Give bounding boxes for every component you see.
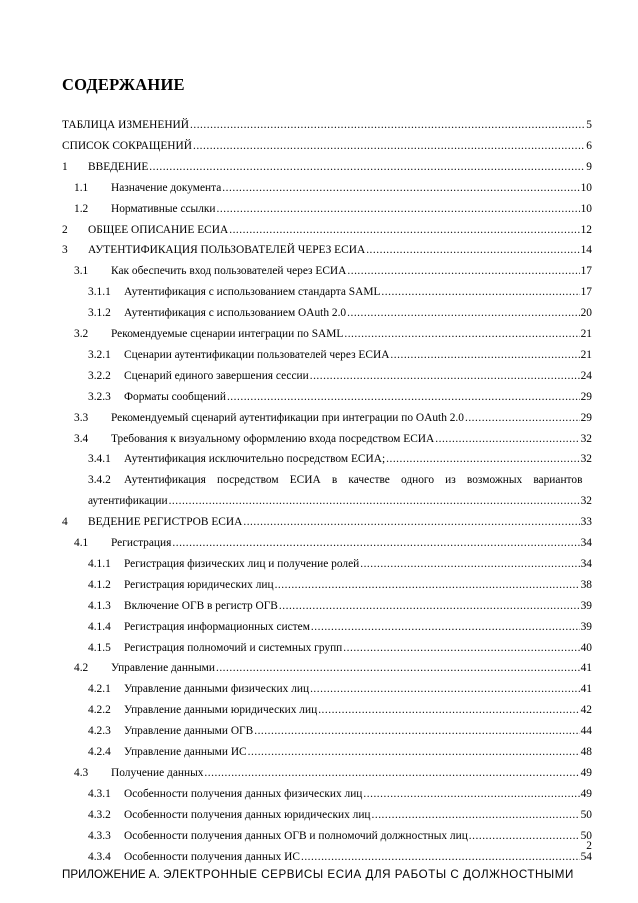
toc-entry-title: ОБЩЕЕ ОПИСАНИЕ ЕСИА: [88, 223, 229, 236]
toc-entry-number: 3.3: [74, 411, 89, 424]
toc-entry-page: 50: [580, 808, 592, 821]
dot-leader: [318, 703, 579, 718]
dot-leader: [193, 139, 585, 154]
toc-entry-page: 54: [580, 850, 592, 863]
toc-entry-page: 17: [580, 265, 592, 278]
dot-leader: [386, 452, 579, 467]
toc-entry-page: 38: [580, 578, 592, 591]
toc-entry[interactable]: [74, 411, 592, 426]
dot-leader: [254, 724, 579, 739]
toc-entry-title: Управление данными: [111, 662, 215, 675]
dot-leader: [435, 432, 579, 447]
dot-leader: [301, 850, 580, 865]
toc-entry-page: 41: [580, 662, 592, 675]
toc-entry[interactable]: [62, 243, 592, 258]
dot-leader: [227, 390, 580, 405]
dot-leader: [390, 348, 579, 363]
dot-leader: [229, 223, 579, 238]
toc-entry-number: 4.1.1: [88, 557, 111, 570]
toc-entry-number: 4.2.2: [88, 704, 111, 717]
toc-entry[interactable]: [88, 578, 592, 593]
appendix-title: ЭЛЕКТРОННЫЕ СЕРВИСЫ ЕСИА ДЛЯ РАБОТЫ С ДОЛЖНОСТНЫМИ: [163, 868, 574, 882]
toc-entry-page: 32: [580, 453, 592, 466]
toc-entry[interactable]: [74, 432, 592, 447]
toc-entry[interactable]: [62, 515, 592, 530]
dot-leader: [243, 515, 579, 530]
dot-leader: [216, 661, 580, 676]
toc-entry-multiline[interactable]: [88, 473, 592, 488]
toc-entry-title: АУТЕНТИФИКАЦИЯ ПОЛЬЗОВАТЕЛЕЙ ЧЕРЕЗ ЕСИА: [88, 244, 366, 257]
toc-entry-title: Управление данными юридических лиц: [124, 704, 318, 717]
dot-leader: [172, 536, 579, 551]
toc-entry-page: 34: [580, 537, 592, 549]
toc-entry-title: Управление данными ИС: [124, 746, 247, 758]
toc-entry[interactable]: [88, 390, 592, 405]
toc-entry-number: 4.1.2: [88, 578, 111, 591]
toc-entry-title: Аутентификация с использованием стандарта SAML: [124, 286, 381, 299]
toc-entry-page: 29: [580, 390, 592, 403]
dot-leader: [311, 620, 580, 635]
toc-entry-title-line1: Аутентификация посредством ЕСИА в качестве одного из возможных вариантов: [124, 474, 583, 487]
toc-entry-title: Регистрация физических лиц и получение ролей: [124, 557, 360, 570]
toc-entry-page: 5: [586, 119, 592, 131]
toc-entry[interactable]: [74, 264, 592, 279]
toc-entry-page: 10: [580, 181, 592, 194]
toc-entry-number: 3.2.2: [88, 369, 111, 382]
toc-entry-number: 4.3: [74, 766, 89, 779]
toc-entry-number: 4.2: [74, 662, 89, 675]
toc-entry-title: Аутентификация с использованием OAuth 2.0: [124, 307, 347, 320]
toc-entry-number: 2: [62, 223, 68, 236]
toc-entry[interactable]: [74, 766, 592, 781]
toc-entry-number: 1.2: [74, 202, 89, 215]
toc-entry-number: 3.1: [74, 265, 89, 278]
toc-appendix-entry[interactable]: [62, 867, 592, 882]
toc-entry-number: 3.2: [74, 328, 89, 340]
toc-entry[interactable]: [88, 620, 592, 635]
toc-entry-number: 4.3.4: [88, 850, 111, 863]
dot-leader: [343, 641, 579, 656]
dot-leader: [344, 327, 579, 342]
toc-entry-number: 1.1: [74, 181, 89, 194]
toc-entry-title: Регистрация информационных систем: [124, 620, 310, 633]
dot-leader: [366, 243, 579, 258]
dot-leader: [149, 160, 585, 175]
toc-entry-title: Особенности получения данных юридических лиц: [124, 808, 371, 821]
toc-entry-page: 20: [580, 307, 592, 320]
toc-entry-page: 41: [580, 683, 592, 696]
toc-entry-number: 3.2.3: [88, 390, 111, 403]
toc-entry-page: 12: [580, 223, 592, 236]
appendix-prefix: ПРИЛОЖЕНИЕ А.: [62, 868, 160, 882]
toc-entry-number: 4.1: [74, 537, 89, 549]
toc-entry-title: Сценарии аутентификации пользователей через ЕСИА: [124, 348, 390, 361]
toc-entry[interactable]: [74, 202, 592, 217]
toc-entry-title: Регистрация полномочий и системных групп: [124, 641, 343, 654]
toc-entry[interactable]: [88, 285, 592, 300]
toc-entry-number: 4.1.3: [88, 599, 111, 612]
dot-leader: [310, 682, 580, 697]
toc-entry[interactable]: [88, 703, 592, 718]
toc-entry[interactable]: [62, 139, 592, 154]
toc-entry-page: 10: [580, 202, 592, 215]
toc-entry-page: 32: [580, 432, 592, 445]
toc-entry-page: 14: [580, 244, 592, 257]
toc-entry-number: 3.1.2: [88, 307, 111, 320]
toc-entry[interactable]: [62, 160, 592, 175]
toc-entry[interactable]: [88, 599, 592, 614]
toc-entry-title: Особенности получения данных физических лиц: [124, 787, 363, 800]
toc-entry[interactable]: [88, 369, 592, 384]
toc-entry-title: Управление данными ОГВ: [124, 725, 254, 738]
toc-entry-page: 39: [580, 620, 592, 633]
toc-entry-title: Нормативные ссылки: [111, 202, 216, 215]
toc-entry-title: СПИСОК СОКРАЩЕНИЙ: [62, 139, 192, 152]
dot-leader: [347, 264, 579, 279]
toc-entry-number: 4.3.2: [88, 808, 111, 821]
toc-entry-title: Рекомендуемый сценарий аутентификации при интеграции по OAuth 2.0: [111, 411, 464, 424]
toc-entry-page: 50: [580, 829, 592, 842]
toc-entry-number: 1: [62, 160, 68, 173]
dot-leader: [204, 766, 579, 781]
toc-entry-title: Регистрация юридических лиц: [124, 578, 274, 591]
toc-entry[interactable]: [88, 829, 592, 844]
toc-entry[interactable]: [88, 641, 592, 656]
toc-entry-page: 21: [580, 328, 592, 340]
toc-entry-page: 9: [586, 160, 592, 173]
toc-entry-number: 4.1.5: [88, 641, 111, 654]
toc-entry-number: 4: [62, 516, 68, 529]
toc-entry-page: 29: [580, 411, 592, 424]
toc-entry-title: Сценарий единого завершения сессии: [124, 369, 309, 382]
dot-leader: [347, 306, 579, 321]
toc-entry-number: 3: [62, 244, 68, 257]
toc-entry-title: Управление данными физических лиц: [124, 683, 310, 696]
toc-entry-title: Требования к визуальному оформлению входа посредством ЕСИА: [111, 432, 435, 445]
toc-entry[interactable]: [88, 557, 592, 572]
toc-entry-number: 3.4.2: [88, 474, 111, 487]
toc-entry-title: Назначение документа: [111, 181, 222, 194]
toc-entry-title: Рекомендуемые сценарии интеграции по SAML: [111, 328, 344, 340]
toc-entry-number: 4.2.1: [88, 683, 111, 696]
toc-entry-number: 3.2.1: [88, 348, 111, 361]
toc-entry-title: Особенности получения данных ОГВ и полномочий должностных лиц: [124, 829, 468, 842]
toc-entry-title: ВЕДЕНИЕ РЕГИСТРОВ ЕСИА: [88, 516, 243, 529]
toc-entry-number: 3.1.1: [88, 286, 111, 299]
toc-entry-title: ВВЕДЕНИЕ: [88, 160, 149, 173]
toc-entry-page: 49: [580, 766, 592, 779]
toc-entry[interactable]: [62, 223, 592, 238]
toc-entry-page: 33: [580, 516, 592, 529]
toc-entry-title: Получение данных: [111, 766, 204, 779]
toc-entry[interactable]: [74, 327, 592, 342]
toc-entry-page: 21: [580, 348, 592, 361]
toc-entry[interactable]: [88, 808, 592, 823]
toc-entry-page: 42: [580, 704, 592, 717]
toc-entry[interactable]: [88, 348, 592, 363]
toc-entry-title: Аутентификация исключительно посредством ЕСИА;: [124, 453, 386, 466]
toc-entry-page: 44: [580, 725, 592, 738]
toc-entry-title-line2: аутентификации: [88, 495, 168, 508]
toc-entry[interactable]: [88, 452, 592, 467]
toc-entry-title: Регистрация: [111, 537, 172, 549]
toc-entry-title: Как обеспечить вход пользователей через ЕСИА: [111, 265, 347, 278]
toc-entry-page: 49: [580, 787, 592, 800]
toc-entry[interactable]: [62, 118, 592, 133]
toc-entry-page: 39: [580, 599, 592, 612]
toc-entry[interactable]: [88, 745, 592, 760]
dot-leader: [248, 745, 580, 760]
toc-entry-continuation[interactable]: [88, 494, 592, 509]
toc-entry-number: 3.4.1: [88, 453, 111, 466]
toc-entry-page: 34: [580, 557, 592, 570]
toc-entry[interactable]: [88, 724, 592, 739]
dot-leader: [275, 578, 580, 593]
toc-entry[interactable]: [88, 787, 592, 802]
toc-entry-number: 4.1.4: [88, 620, 111, 633]
toc-entry[interactable]: [74, 536, 592, 551]
toc-entry-number: 4.3.1: [88, 787, 111, 800]
toc-entry-title: ТАБЛИЦА ИЗМЕНЕНИЙ: [62, 119, 190, 131]
dot-leader: [279, 599, 580, 614]
toc-entry[interactable]: [88, 306, 592, 321]
toc-entry-page: 32: [580, 495, 592, 508]
dot-leader: [310, 369, 580, 384]
toc-entry-title: Форматы сообщений: [124, 390, 226, 403]
dot-leader: [381, 285, 579, 300]
toc-heading: СОДЕРЖАНИЕ: [62, 75, 185, 94]
toc-entry-number: 4.3.3: [88, 829, 111, 842]
dot-leader: [190, 118, 585, 133]
toc-entry-page: 24: [580, 369, 592, 382]
toc-entry-page: 6: [586, 139, 592, 152]
toc-entry[interactable]: [88, 850, 592, 865]
toc-entry-page: 17: [580, 286, 592, 299]
dot-leader: [360, 557, 579, 572]
dot-leader: [363, 787, 579, 802]
toc-entry-page: 48: [580, 746, 592, 758]
dot-leader: [465, 411, 580, 426]
toc-entry-number: 4.2.3: [88, 725, 111, 738]
toc-entry[interactable]: [88, 682, 592, 697]
dot-leader: [217, 202, 580, 217]
toc-entry[interactable]: [74, 181, 592, 196]
dot-leader: [372, 808, 580, 823]
toc-entry-title: Особенности получения данных ИС: [124, 850, 300, 863]
page-number: 2: [586, 840, 592, 852]
dot-leader: [169, 494, 580, 509]
dot-leader: [222, 181, 579, 196]
toc-entry-number: 3.4: [74, 432, 89, 445]
toc-entry-page: 40: [580, 641, 592, 654]
toc-entry[interactable]: [74, 661, 592, 676]
dot-leader: [469, 829, 580, 844]
toc-entry-title: Включение ОГВ в регистр ОГВ: [124, 599, 278, 612]
toc-entry-number: 4.2.4: [88, 746, 111, 758]
